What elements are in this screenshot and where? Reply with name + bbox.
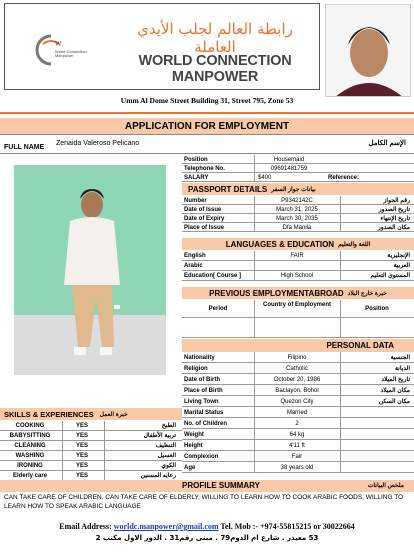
passport-row (182, 223, 414, 232)
skill-row (0, 461, 182, 471)
skill-arabic-label: التنظيف (155, 443, 176, 449)
skill-label: CLEANING (14, 443, 46, 449)
row-label: Date of Expiry (184, 215, 225, 222)
row-value: 38 years old (280, 464, 314, 471)
previous-employment-columns (182, 300, 414, 318)
row-label: Weight (184, 431, 204, 438)
passport-title-arabic: بيانات جواز السفر (271, 186, 316, 193)
row-arabic-label: المستوى التعليم (370, 273, 410, 279)
row-value: Quezon City (280, 398, 314, 405)
skill-arabic-label: تربية الأطفال (143, 433, 176, 439)
personal-row (182, 418, 414, 429)
row-label: Nationality (184, 354, 215, 361)
row-label: Marital Status (184, 409, 224, 416)
skills-section-header (0, 408, 182, 420)
row-label: Age (184, 464, 196, 471)
email-label: Email Address: (59, 522, 112, 531)
svg-text:W: W (55, 40, 62, 48)
skill-label: WASHING (15, 453, 45, 459)
footer-arabic-address: 53 معيذر . شارع ام الدوم79 . مبنى رقم31 . الدور الاول مكتب 2 (95, 534, 319, 542)
row-arabic-label: رقم الجواز (383, 197, 410, 204)
position-value: Housemaid (273, 157, 305, 163)
row-label: Education[ Course ] (184, 273, 242, 279)
telephone-row (182, 164, 414, 173)
row-label: Height (184, 442, 203, 449)
row-value: 4'11 ft (289, 442, 305, 449)
skill-label: Elderly care (12, 473, 48, 479)
personal-row (182, 451, 414, 462)
passport-section-header (182, 183, 414, 195)
passport-row (182, 196, 414, 205)
skills-title: SKILLS & EXPERIENCES (4, 409, 94, 419)
reference-label: Reference: (328, 175, 360, 181)
row-value: Fair (291, 453, 303, 460)
profile-summary-title: PROFILE SUMMARY (182, 481, 260, 490)
row-value: P9342142C (281, 197, 313, 204)
arabic-company-name: رابطة العالم لجلب الأيدي العاملة (137, 20, 293, 56)
row-value: FAIR (290, 253, 304, 259)
telephone-info: Tel. Mob :- +974-55815215 or 30022664 (220, 522, 355, 531)
row-value: 64 kg (289, 431, 305, 438)
header-divider (0, 112, 414, 114)
skill-row (0, 421, 182, 431)
personal-data-header (182, 339, 414, 352)
personal-row (182, 407, 414, 418)
profile-summary-title-arabic: ملخص البيانات (367, 483, 404, 489)
row-label: Complexion (184, 453, 219, 460)
row-value: Married (286, 409, 308, 416)
skill-arabic-label: الطبخ (161, 423, 176, 429)
telephone-value: 09691481759 (270, 166, 308, 172)
language-row (182, 271, 414, 281)
skill-row (0, 431, 182, 441)
row-arabic-label: الجنسية (390, 354, 410, 361)
profile-summary-header (0, 480, 414, 492)
row-label: Date of Birth (184, 376, 220, 383)
passport-row (182, 205, 414, 214)
row-label: Number (184, 197, 207, 204)
skill-row (0, 451, 182, 461)
row-arabic-label: تاريخ الميلاد (381, 376, 410, 383)
row-arabic-label: تاريخ الصدور (378, 206, 410, 213)
skill-value: YES (75, 473, 88, 479)
row-label: Place of Birth (184, 387, 223, 394)
passport-row (182, 214, 414, 223)
previous-employment-header (182, 287, 414, 299)
row-label: No. of Children (184, 420, 227, 427)
skill-value: YES (75, 453, 88, 459)
row-arabic-label: العربية (393, 263, 410, 269)
language-rows (182, 251, 414, 287)
row-label: Arabic (184, 263, 203, 269)
row-value: March 30, 2035 (276, 215, 318, 222)
row-value: High School (280, 273, 314, 279)
full-name-row (0, 136, 414, 154)
footer-contact (0, 522, 414, 531)
row-arabic-label: الإنجليزية (387, 253, 410, 259)
skills-title-arabic: خبرة العمل (99, 411, 128, 418)
row-value: Filipino (287, 354, 307, 361)
row-label: Place of Issue (184, 224, 225, 231)
skill-value: YES (75, 423, 88, 429)
row-value: Baclayon, Bohol (275, 387, 319, 394)
salary-row (182, 173, 414, 182)
col-country: Country of Employment (262, 302, 331, 308)
languages-title-arabic: اللغة والتعليم (338, 241, 371, 248)
skill-label: BABYSITTING (9, 433, 51, 439)
personal-row (182, 363, 414, 374)
telephone-label: Telephone No. (184, 166, 225, 172)
skill-value: YES (75, 443, 88, 449)
skill-label: COOKING (15, 423, 45, 429)
passport-title: PASSPORT DETAILS (188, 184, 268, 194)
row-label: Living Town (184, 398, 219, 405)
personal-row (182, 440, 414, 451)
email-link[interactable]: worldc.manpower@gmail.com (113, 522, 219, 531)
col-position: Position (365, 306, 389, 312)
row-value: Dfa Manila (282, 224, 312, 231)
row-label: English (184, 253, 206, 259)
row-value: 2 (295, 420, 299, 427)
row-arabic-label: الديانة (394, 365, 410, 372)
row-value: March 31, 2025 (276, 206, 318, 213)
skill-arabic-label: الكوي (161, 463, 176, 469)
row-arabic-label: مكان الميلاد (380, 387, 410, 394)
personal-row (182, 429, 414, 440)
language-row (182, 261, 414, 271)
full-name-value: Zenaida Valeroso Pelicano (56, 140, 140, 147)
skill-label: IRONING (17, 463, 43, 469)
previous-employment-title-arabic: خبرة خارج البلاد (347, 290, 387, 297)
salary-label: SALARY (184, 175, 209, 181)
salary-value: $400 (258, 175, 272, 181)
personal-data-title: PERSONAL DATA (326, 341, 394, 350)
company-name: WORLD CONNECTION MANPOWER (138, 53, 292, 85)
personal-row (182, 385, 414, 396)
row-label: Date of Issue (184, 206, 222, 213)
skill-row (0, 441, 182, 451)
language-row (182, 251, 414, 261)
row-value: October 20, 1986 (273, 376, 321, 383)
position-row (182, 155, 414, 164)
company-address: Umm Al Dome Street Building 31, Street 795, Zone 53 (120, 96, 294, 105)
personal-row (182, 352, 414, 363)
full-name-label: FULL NAME (4, 144, 45, 151)
row-arabic-label: مكان السكن (378, 398, 410, 405)
profile-summary-text: CAN TAKE CARE OF CHILDREN, CAN TAKE CARE OF ELDERLY, WILLING TO LEARN HOW TO COOK ARABIC FOODS, WILLING TO LEARN HOW TO SPEAK ARABIC LANGUAGE (4, 494, 404, 511)
previous-employment-title: PREVIOUS EMPLOYMENTABROAD (209, 288, 344, 298)
row-arabic-label: تاريخ الإنتهاء (380, 215, 410, 222)
passport-rows (182, 196, 414, 232)
full-name-arabic: الإسم الكامل (368, 140, 406, 147)
row-label: Religion (184, 365, 208, 372)
profile-photo (325, 4, 411, 97)
skill-arabic-label: رعايه المسنين (140, 473, 176, 479)
col-period: Period (208, 306, 228, 312)
row-arabic-label: مكان الصدور (377, 224, 410, 231)
row-value: Catholic (286, 365, 308, 372)
full-body-photo (14, 165, 166, 375)
logo-text: World Connection Manpower (55, 49, 87, 58)
previous-employment-empty-row (182, 318, 414, 338)
position-label: Position (184, 157, 208, 163)
page-title: APPLICATION FOR EMPLOYMENT (0, 118, 414, 135)
languages-title: LANGUAGES & EDUCATION (225, 239, 335, 249)
personal-row (182, 396, 414, 407)
skill-value: YES (75, 433, 88, 439)
personal-row (182, 462, 414, 473)
skill-arabic-label: الغسيل (157, 453, 176, 459)
skill-value: YES (75, 463, 88, 469)
company-logo (33, 30, 103, 72)
languages-section-header (182, 238, 414, 250)
personal-row (182, 374, 414, 385)
